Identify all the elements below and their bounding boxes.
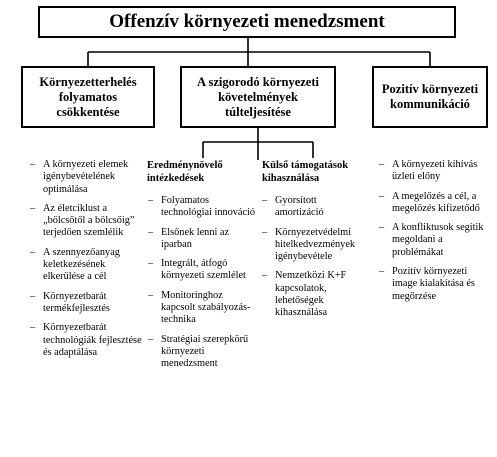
diagram-title: Offenzív környezeti menedzsment xyxy=(38,6,456,38)
list-item: – A szennyezőanyag keletkezésének elkerülése a cél xyxy=(30,247,142,284)
list-item: – Az életciklust a „bölcsőtől a bölcsőig” terjedően szemlélik xyxy=(30,203,142,240)
heading-result-measures: Eredménynövelő intézkedések xyxy=(147,160,223,184)
list-item: – Gyorsított amortizáció xyxy=(262,195,366,220)
list-item: – Stratégiai szerepkörű környezeti menedzsment xyxy=(148,334,258,371)
list-item: – A konfliktusok segítik megoldani a problémákat xyxy=(379,222,493,259)
box-exceed-requirements: A szigorodó környezeti követelmények túlteljesítése xyxy=(180,66,336,128)
box-pollution-reduction: Környezetterhelés folyamatos csökkentése xyxy=(21,66,155,128)
result-measures-list xyxy=(148,195,258,378)
list-item: – A környezeti elemek igénybevételének optimálása xyxy=(30,159,142,196)
list-item: – Integrált, átfogó környezeti szemlélet xyxy=(148,258,258,283)
list-item: – Elsőnek lenni az iparban xyxy=(148,227,258,252)
list-item: – Folyamatos technológiai innováció xyxy=(148,195,258,220)
list-item: – Környezetbarát termékfejlesztés xyxy=(30,291,142,316)
list-item: – Környezetvédelmi hitelkedvezmények igénybevétele xyxy=(262,227,366,264)
list-item: – Környezetbarát technológiák fejlesztése és adaptálása xyxy=(30,322,142,359)
box-positive-communication: Pozitív környezeti kommunikáció xyxy=(372,66,488,128)
list-item: – A megelőzés a cél, a megelőzés kifizetődő xyxy=(379,191,493,216)
list-item: – A környezeti kihívás üzleti előny xyxy=(379,159,493,184)
list-item: – Monitoringhoz kapcsolt szabályozás-technika xyxy=(148,290,258,327)
list-item: – Nemzetközi K+F kapcsolatok, lehetőségek kihasználása xyxy=(262,270,366,319)
right-bullet-list xyxy=(379,159,493,310)
heading-external-support: Külső támogatások kihasználása xyxy=(262,160,349,184)
list-item: – Pozitív környezeti image kialakítása és megőrzése xyxy=(379,266,493,303)
external-support-list xyxy=(262,195,366,327)
left-bullet-list xyxy=(30,159,142,366)
